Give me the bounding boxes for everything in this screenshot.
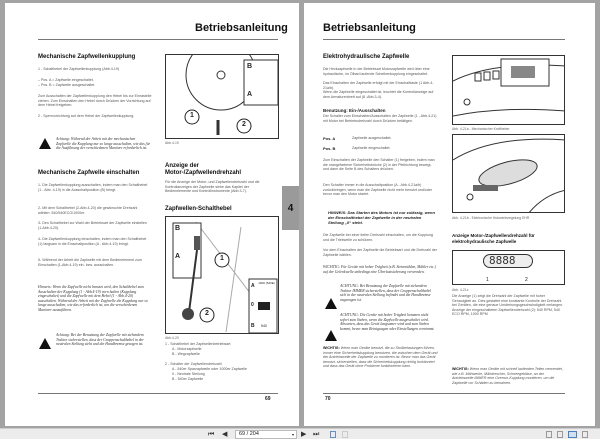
callout-2: 2 [205, 310, 209, 317]
page-number: 69 [265, 396, 271, 402]
viewer-toolbar [0, 428, 600, 439]
shift-lever-illustration [166, 217, 279, 334]
paragraph: – Pos. B = Zapfwelle ausgeschaltet. [38, 83, 96, 87]
header-rule [38, 39, 278, 40]
paragraph: 2 - Sperrvorrichtung auf dem Hebel der Zapfwellenkupplung. [38, 114, 135, 118]
step: 1- Die Zapfwellenkupplung ausschalten, indem man den Schalthebel (1 - Abb. 4-19) in die Ausschaltposition (B) bringt. [38, 183, 148, 192]
section-title: Anzeige Motor-/Zapfwellendrehzahl für elektrohydraulische Zapfwelle [452, 233, 535, 244]
switch-label-0: 0 [251, 302, 254, 308]
prev-page-icon[interactable]: ◀ [222, 431, 228, 438]
chapter-tab: 4 [282, 186, 299, 230]
step: 2- Mit dem Schalthebel (2-Abb.4-20) die gewünschte Drehzahl wählen: 540/540ECO/1000er. [38, 206, 138, 215]
step: 5- Während der Arbeit die Zapfwelle mit dem Bedienelement zum Einschalten (1-Abb.4-19) ein- bzw. ausschalten. [38, 258, 142, 267]
hint-text: HINWEIS: Das Starten des Motors ist nur zulässig, wenn der Einschalthebel der Zapfwelle in der neutralen Stellung „0“ steht. [328, 210, 435, 225]
warning-text: ACHTUNG: Bei Benutzung der Zapfwelle mit stehendem Traktor IMMER sicherstellen, dass der Gruppenschalthebel sich in der neutralen Stellung befindet und die Handbremse angezogen ist. [340, 284, 432, 302]
lever-illustration [166, 55, 279, 139]
paragraph: – Pos. A = Zapfwelle eingeschaltet. [38, 78, 94, 82]
warning-text: ACHTUNG: Die Geräte mit hoher Trägheit kommen nicht sofort zum Stehen, wenn die Zapfwelle ausgeschaltet wird. Abwarten, dass das Gerät langsamer wird und zum Stehen kommt, bevor man Reinigungen oder Einstellungen vornimmt. [340, 313, 435, 331]
paragraph: 1 - Schalthebel der Zapfwellenkupplung (Abb.4-19) [38, 67, 120, 71]
next-page-icon[interactable]: ▶ [301, 431, 307, 438]
dashboard-illustration [453, 56, 565, 125]
legend-item: B - Wegzapfwelle [172, 352, 200, 356]
figure-caption: Abb. 4-21a - Mechanischer Kraftheber [452, 127, 510, 131]
legend-item: A - Motorzapfwelle [172, 347, 202, 351]
figure-4-20 [165, 216, 279, 334]
footer-rule [323, 393, 565, 394]
subsection-title: Benutzung: Ein-/Ausschalten [323, 108, 386, 113]
label-b: B [175, 225, 181, 232]
switch-label-a: A [251, 283, 255, 289]
paragraph: Für die Anzeige der Motor- und Zapfwellendrehzahl und die Kontrollanzeigen der Zapfwelle siehe das Kapitel der Bedienelemente und Kontrollinstrumente (Abb.3-7). [165, 180, 260, 194]
section-title: Mechanische Zapfwellenkupplung [38, 54, 136, 60]
figure-caption: Abb. 4-21c [452, 288, 469, 292]
callout-1: 1 [220, 255, 224, 262]
callout-2: 2 [525, 277, 528, 283]
figure-4-21b [452, 134, 565, 213]
pos-a-label: Pos. A [323, 136, 336, 141]
step: 3- Den Schalthebel zur Wahl der Betriebsart der Zapfwelle einstellen (1-Abb.4-20). [38, 221, 147, 230]
single-page-view-icon[interactable] [546, 431, 552, 438]
important-label: WICHTIG: [323, 346, 340, 350]
callout-2: 2 [242, 121, 246, 128]
warning-icon [325, 330, 337, 341]
paragraph: Das Einschalten der Zapfwelle erfolgt mit der Einschalttaste (1 Abb.4-21a/b). [323, 81, 434, 90]
footer-rule [38, 393, 278, 394]
important-text [323, 346, 438, 369]
figure-caption: Abb. 4-21b - Elektronische Hubwerksregelung EHR [452, 216, 530, 220]
page-header: Betriebsanleitung [195, 22, 288, 34]
ehr-panel-illustration [453, 135, 565, 213]
two-page-view-icon[interactable] [568, 431, 577, 438]
label-a: A [175, 253, 181, 260]
section-title: Zapfwellen-Schalthebel [165, 206, 232, 212]
figure-4-19 [165, 54, 279, 139]
page-number: 70 [325, 396, 331, 402]
paragraph: Zum Einschalten der Zapfwelle den Schalter (1) freigeben, indem man die orangefarbene Sicherheitsbrücke (2) in der Pfeilrichtung bewegt, und dann die Seite B des Schalters drücken. [323, 158, 435, 172]
section-title: Elektrohydraulische Zapfwelle [323, 54, 410, 60]
label-b: B [247, 63, 253, 70]
page-header: Betriebsanleitung [323, 22, 416, 34]
label-a: A [247, 91, 253, 98]
figure-4-21a [452, 55, 565, 125]
speed-b: 540 [261, 324, 267, 328]
note-body: Wenn man Geräte mit schnell laufenden Teilen verwendet, wie z.B. Mähwerke, Mähdrescher, Schneegebläse, an der Antriebswelle IMMER eine Overrun-Kupplung montieren, um die Zapfwelle vor Schäden zu bewahren. [452, 367, 563, 385]
pos-b-label: Pos. B [323, 146, 336, 151]
switch-label-b: B [251, 323, 255, 329]
first-page-icon[interactable]: ⏮ [208, 431, 215, 438]
warning-icon [39, 138, 51, 149]
callout-1: 1 [190, 112, 194, 119]
legend-item: 0 - Neutrale Stellung [172, 372, 205, 376]
warning-icon [39, 338, 51, 349]
legend-item: 1 - Schalthebel der Zapfwellenbetriebsart [165, 342, 231, 346]
chevron-down-icon[interactable]: ▾ [291, 432, 294, 437]
warning-icon [325, 298, 337, 309]
important-body: Wenn man Geräte benutzt, die zu Stoßbelastungen führen, immer eine Sicherheitskupplung benutzen, die zwischen dem Gerät und der Antriebswelle der Zapfwelle zu montieren ist. Bevor man das Gerät benutzt, sicherstellen, dass die Sicherheitskupplung richtig funktioniert und dass das Gerät ohne Probleme funktionieren kann. [323, 346, 438, 369]
rpm-display-digits: 8888 [489, 254, 516, 267]
paragraph: Vor dem Einschalten der Zapfwelle die Betriebsart und die Drehzahl der Zapfwelle wählen. [323, 248, 438, 257]
paragraph: Die Anzeige (1) zeigt die Drehzahl der Zapfwelle mit hoher Genauigkeit an. Dies gestattet eine konstante Kontrolle der Drehzahl bei Geräten, die eine genaue Umdrehungsgeschwindigkeit verlangen. Anzeige der eingeschalteten Zapfwellendrehzahl (2): 540 RPM, 540 ECO RPM, 1000 RPM [452, 294, 564, 317]
section-title: Mechanische Zapfwelle einschalten [38, 170, 140, 176]
page-display: 69 / 204 [239, 431, 259, 437]
last-page-icon[interactable]: ⏭ [313, 431, 320, 438]
section-title: Anzeige der Motor-/Zapfwellendrehzahl [165, 163, 242, 176]
legend-item: 2 - Schalter der Zapfwellendrehzahl [165, 362, 222, 366]
figure-caption: Abb.4-19 [165, 141, 179, 145]
paragraph: Die Zapfwelle bei einer tiefen Drehzahl einschalten, um die Kupplung und die Triebwelle zu schützen. [323, 233, 433, 242]
important-text: WICHTIG: Für Geräte mit hoher Trägheit (z.B. Steinmühlen, Mähler etc.) auf der Gelenkwelle unbedingt eine Überlastsicherung verwenden. [323, 265, 436, 274]
legend-item: A - 540er Sparzapfwelle oder 1000er Zapfwelle [172, 367, 247, 371]
paragraph: Wenn die Zapfwelle eingeschaltet ist, leuchtet die Kontrollanzeige auf dem Armaturenbrett auf (8 -Abb.3-4). [323, 90, 434, 99]
paragraph: Den Schalter immer in die Ausschaltposition (A - Abb.4-21a/b) zurückbringen, wenn man die Zapfwelle nicht mehr benutzt und/oder bevor man den Motor startet. [323, 183, 433, 197]
header-rule [323, 39, 565, 40]
legend-item: B - 540er Zapfwelle [172, 377, 204, 381]
figure-caption: Abb.4-20 [165, 336, 179, 340]
pos-b-text: Zapfwelle eingeschaltet. [352, 146, 391, 150]
step: 4- Die Zapfwellenkupplung einschalten, indem man den Schalthebel (1) langsam in die Einschaltposition (A - Abb.4-19) bringt. [38, 237, 147, 246]
paste-icon[interactable] [342, 431, 348, 438]
callout-1: 1 [486, 277, 489, 283]
note-text: Hinweis: Wenn die Zapfwelle nicht benutzt wird, den Schalthebel zum Ausschalten der Kupplung (1 - Abb.4-19) vorn halten (Kupplung eingeschaltet) und die Zapfwelle mit dem Hebel (1 - Abb.4-20) ausschalten. Während der Arbeit mit der Zapfwelle die Kupplung nur so lange ausschalten, wie das erforderlich ist, um die verschiedenen Manöver auszuführen. [38, 285, 148, 312]
warning-text: Achtung: Bei der Benutzung der Zapfwelle mit stehendem Traktor sicherstellen, dass der Gruppenschalthebel in der neutralen Stellung steht und die Handbremse gezogen ist. [56, 333, 144, 347]
note-text [452, 367, 565, 385]
page-number-input[interactable] [235, 430, 297, 439]
paragraph: Der Schalter zum Einschalten/Ausschalten der Zapfwelle (1 - Abb.4-21) mit Motor bei Betriebsdrehzahl durch Drücken betätigen. [323, 114, 437, 123]
paragraph: Die Heckzapfwelle in der Betriebsart Motorzapfwelle wird über eine hydraulische, im Ölbad laufende Scheibenkupplung eingeschaltet. [323, 67, 430, 76]
figure-4-21c [452, 250, 565, 285]
speed-a: 1000 (540E) [258, 281, 275, 285]
pos-a-text: Zapfwelle ausgeschaltet. [352, 136, 392, 140]
continuous-view-icon[interactable] [557, 431, 563, 438]
paragraph: Zum Ausschalten der Zapfwellenkupplung den Hebel bis zur Einrastelle ziehen. Zum Einschalten den Hebel durch Drücken der Vorrichtung auf dem Hebel freigeben. [38, 94, 152, 108]
warning-text: Achtung: Während der Arbeit mit der mechanischen Zapfwelle die Kupplung nur so lange ausschalten, wie das für die Ausführung der verschiedenen Manöver erforderlich ist. [56, 137, 151, 151]
two-page-continuous-view-icon[interactable] [582, 431, 588, 438]
copy-icon[interactable] [330, 431, 336, 438]
note-label: WICHTIG: [452, 367, 469, 371]
